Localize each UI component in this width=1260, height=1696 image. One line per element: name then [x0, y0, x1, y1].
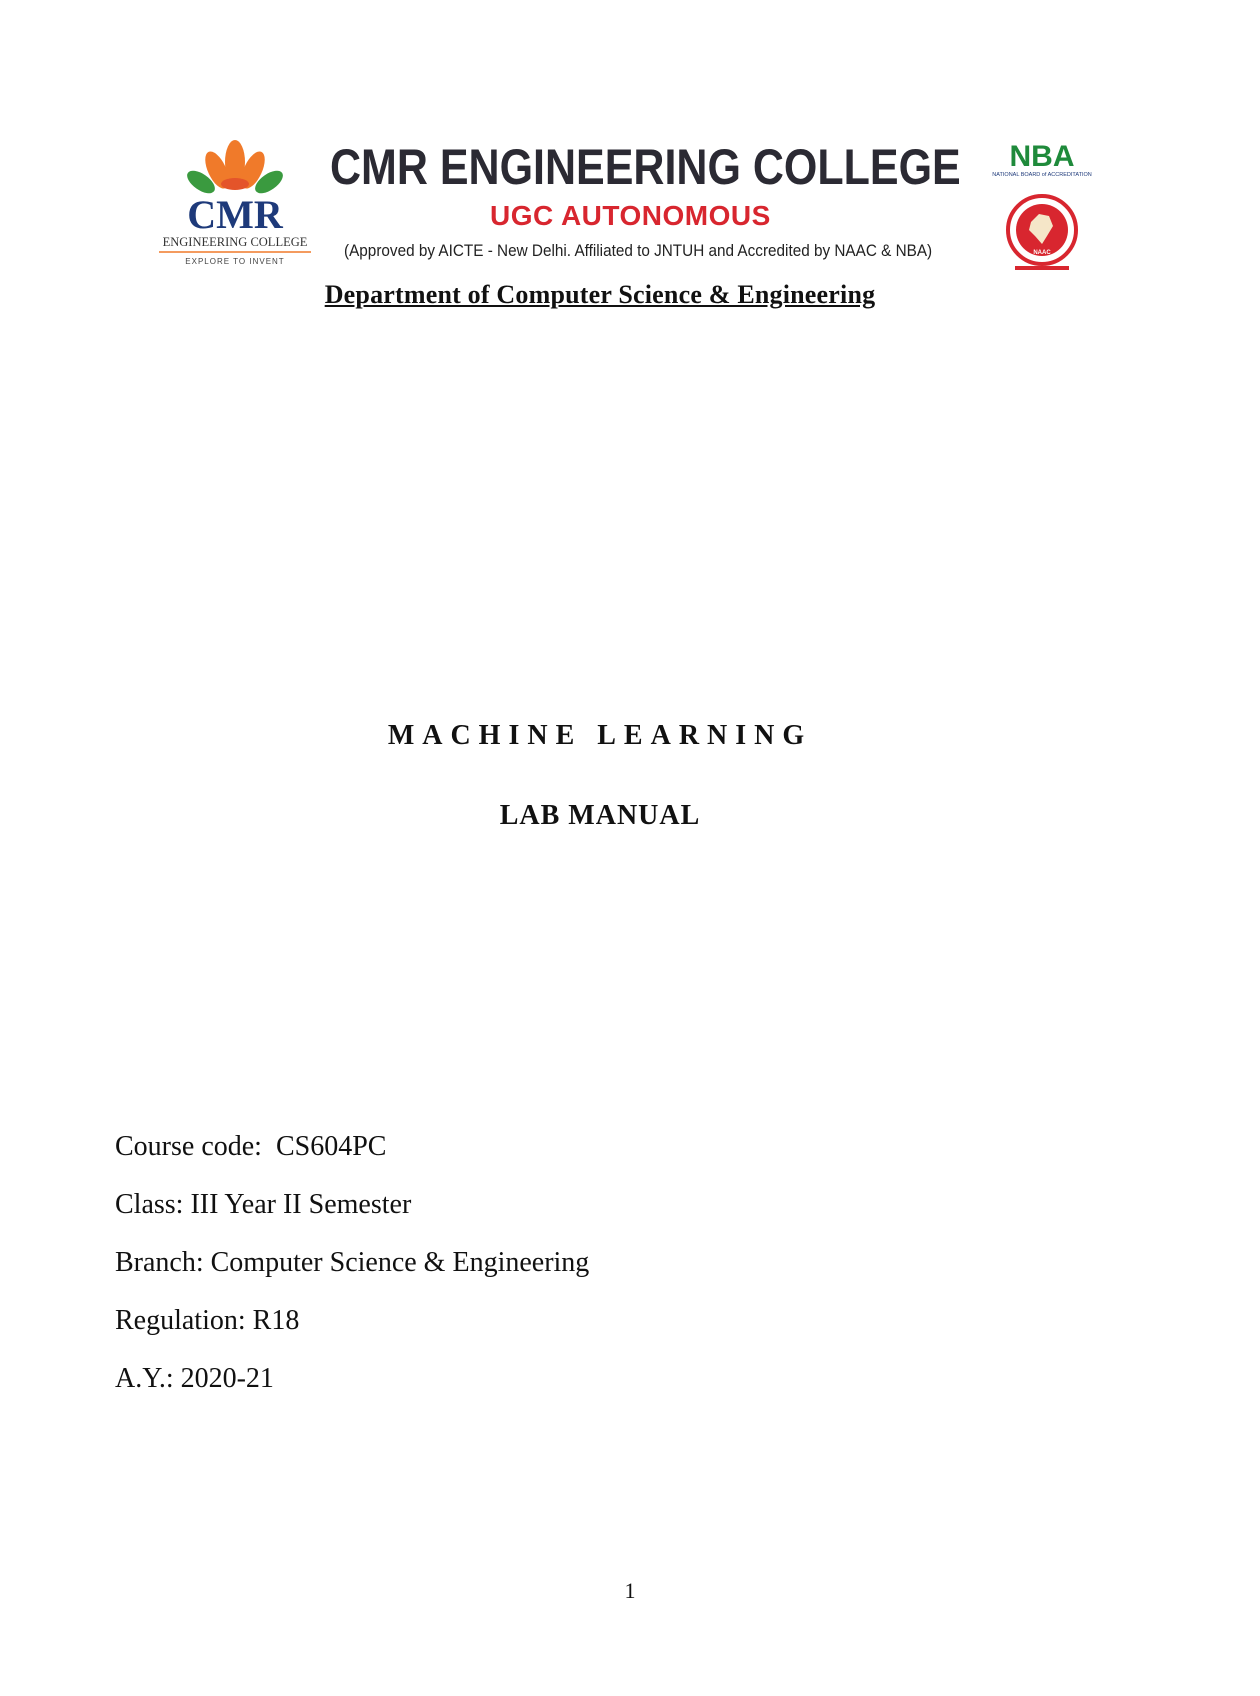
svg-text:NATIONAL BOARD of ACCREDITATIO: NATIONAL BOARD of ACCREDITATION [992, 172, 1092, 178]
class-info: Class: III Year II Semester [115, 1189, 412, 1220]
svg-text:EXPLORE TO INVENT: EXPLORE TO INVENT [185, 257, 285, 266]
svg-text:ENGINEERING COLLEGE: ENGINEERING COLLEGE [162, 235, 308, 249]
letterhead [155, 130, 1092, 280]
svg-text:CMR: CMR [187, 192, 283, 237]
academic-year: A.Y.: 2020-21 [115, 1363, 274, 1394]
department-heading: Department of Computer Science & Engineering [324, 280, 876, 309]
page-number: 1 [624, 1578, 636, 1603]
naac-seal-icon [1003, 192, 1081, 274]
regulation-info: Regulation: R18 [115, 1305, 300, 1336]
lotus-icon [183, 140, 286, 198]
nba-logo [992, 138, 1092, 186]
document-title: MACHINE LEARNING [387, 720, 813, 751]
cmr-logo [155, 140, 315, 270]
college-heading [330, 130, 960, 270]
branch-info: Branch: Computer Science & Engineering [115, 1247, 590, 1278]
autonomous-status: UGC AUTONOMOUS [490, 200, 771, 231]
college-name: CMR ENGINEERING COLLEGE [330, 139, 961, 195]
course-details [115, 1118, 589, 1408]
svg-text:NAAC: NAAC [1033, 250, 1051, 256]
course-code: Course code: CS604PC [115, 1131, 387, 1162]
approval-line: (Approved by AICTE - New Delhi. Affiliated to JNTUH and Accredited by NAAC & NBA) [344, 241, 933, 260]
document-subtitle: LAB MANUAL [499, 800, 701, 831]
svg-text:NBA: NBA [1009, 140, 1075, 173]
